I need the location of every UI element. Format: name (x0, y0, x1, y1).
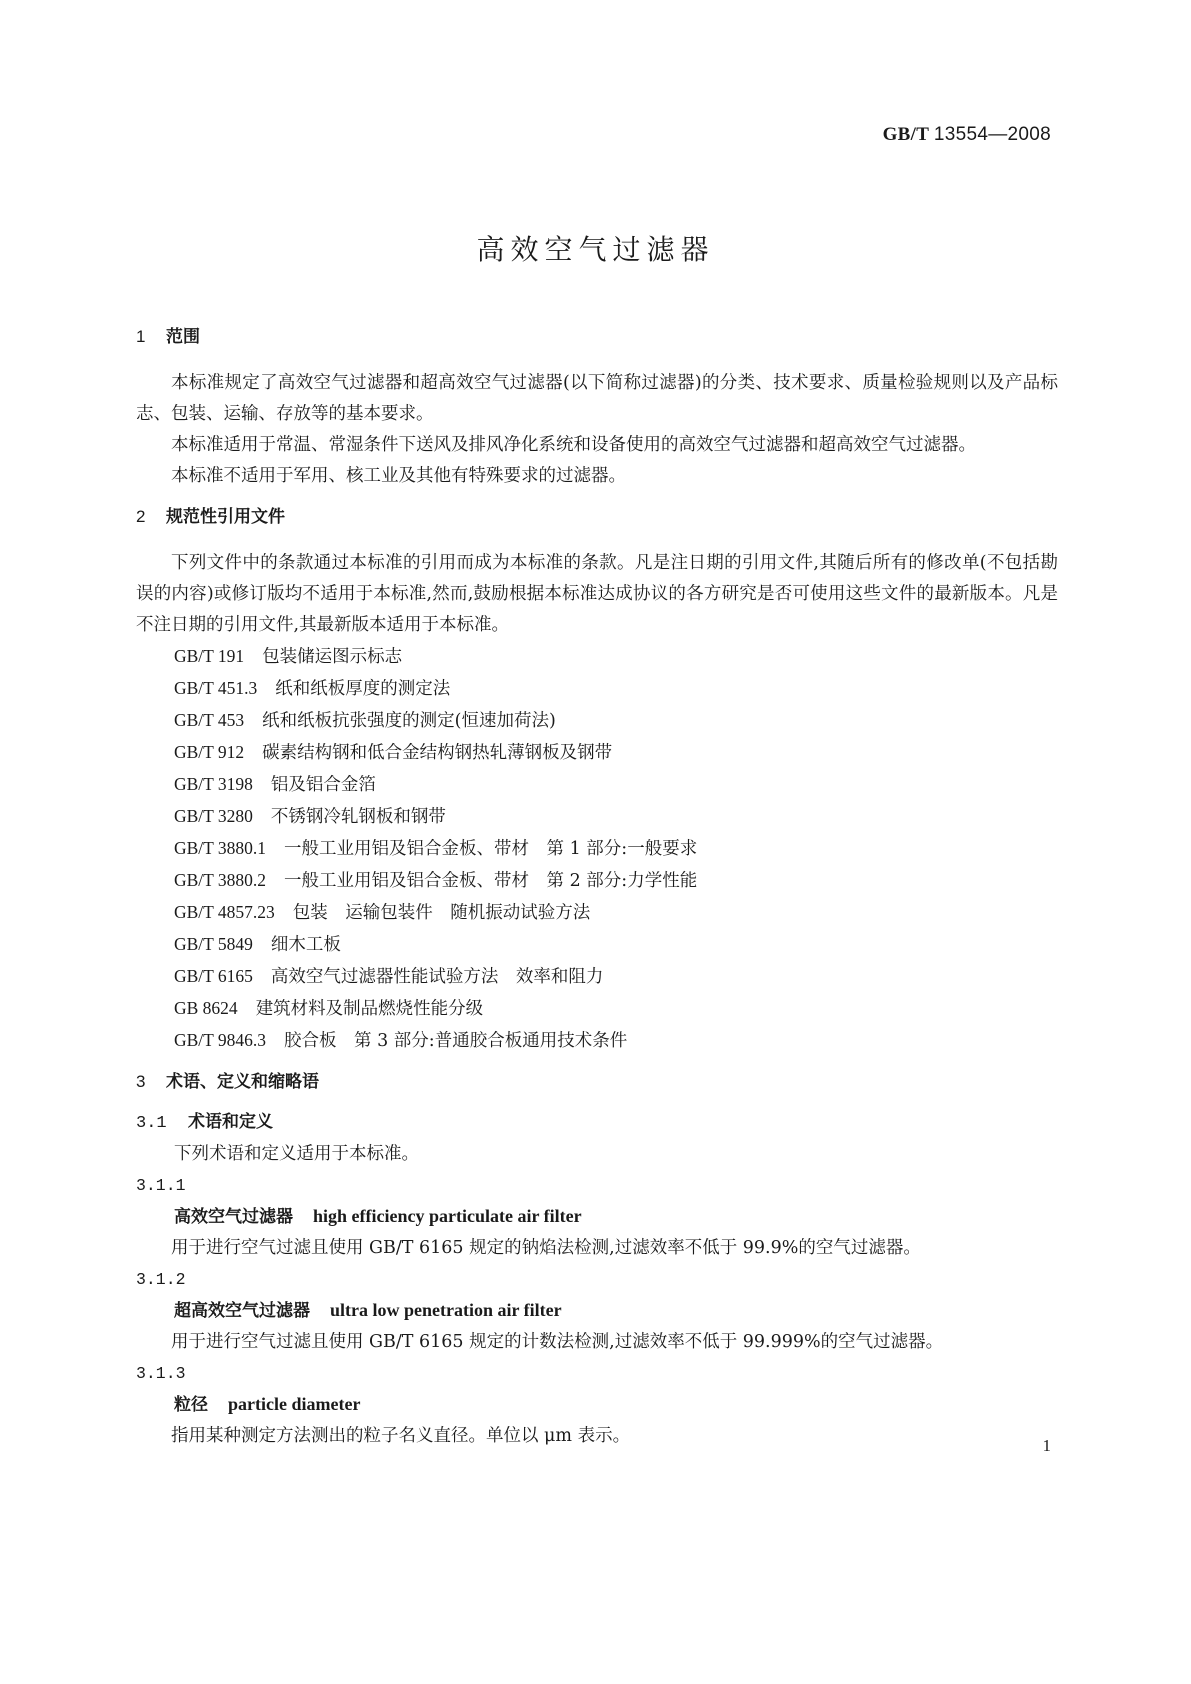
reference-title: 一般工业用铝及铝合金板、带材 第 1 部分:一般要求 (284, 839, 698, 859)
section-3-heading (136, 1067, 1058, 1097)
term-number: 3.1.2 (136, 1270, 186, 1289)
subsection-title: 术语和定义 (188, 1112, 273, 1132)
reference-item (136, 1025, 1058, 1057)
term-number: 3.1.1 (136, 1176, 186, 1195)
reference-code: GB/T 5849 (174, 934, 253, 954)
reference-code: GB/T 453 (174, 710, 245, 730)
standard-number: 13554—2008 (933, 124, 1051, 145)
reference-code: GB 8624 (174, 998, 238, 1018)
reference-item (136, 961, 1058, 993)
reference-code: GB/T 3880.2 (174, 870, 267, 890)
reference-item (136, 993, 1058, 1025)
reference-title: 碳素结构钢和低合金结构钢热轧薄钢板及钢带 (262, 743, 613, 763)
normative-reference-list (136, 641, 1058, 1057)
reference-title: 细木工板 (270, 935, 341, 955)
term-number: 3.1.3 (136, 1364, 186, 1383)
reference-code: GB/T 6165 (174, 966, 253, 986)
reference-title: 纸和纸板厚度的测定法 (275, 679, 451, 699)
reference-title: 一般工业用铝及铝合金板、带材 第 2 部分:力学性能 (284, 871, 698, 891)
paragraph: 本标准规定了高效空气过滤器和超高效空气过滤器(以下简称过滤器)的分类、技术要求、质量检验规则以及产品标志、包装、运输、存放等的基本要求。 (136, 373, 1058, 424)
section-2-heading (136, 502, 1058, 532)
reference-code: GB/T 191 (174, 646, 245, 666)
section-number: 2 (136, 507, 146, 526)
reference-item (136, 833, 1058, 865)
reference-code: GB/T 912 (174, 742, 245, 762)
subsection-3-1-heading (136, 1107, 1058, 1139)
term-zh: 粒径 (174, 1395, 208, 1415)
reference-item (136, 769, 1058, 801)
reference-title: 胶合板 第 3 部分:普通胶合板通用技术条件 (284, 1031, 628, 1051)
reference-code: GB/T 4857.23 (174, 902, 275, 922)
section-title: 范围 (166, 327, 200, 347)
paragraph: 下列文件中的条款通过本标准的引用而成为本标准的条款。凡是注日期的引用文件,其随后所有的修改单(不包括勘误的内容)或修订版均不适用于本标准,然而,鼓励根据本标准达成协议的各方研究是否可使用这些文件的最新版本。凡是不注日期的引用文件,其最新版本适用于本标准。 (136, 553, 1058, 635)
reference-title: 铝及铝合金箔 (270, 775, 376, 795)
standard-prefix: GB/T (882, 124, 929, 145)
reference-item (136, 705, 1058, 737)
term-en: ultra low penetration air filter (330, 1300, 562, 1320)
term-en: high efficiency particulate air filter (313, 1206, 582, 1226)
section-title: 规范性引用文件 (166, 507, 285, 527)
document-body (136, 322, 1058, 1452)
document-title: 高效空气过滤器 (476, 233, 715, 266)
reference-item (136, 897, 1058, 929)
reference-title: 包装 运输包装件 随机振动试验方法 (292, 903, 591, 923)
page-number: 1 (1042, 1436, 1051, 1455)
paragraph: 本标准不适用于军用、核工业及其他有特殊要求的过滤器。 (171, 466, 626, 486)
reference-item (136, 929, 1058, 961)
section-number: 3 (136, 1072, 146, 1091)
standard-code (883, 124, 1051, 146)
paragraph: 本标准适用于常温、常湿条件下送风及排风净化系统和设备使用的高效空气过滤器和超高效空气过滤器。 (171, 435, 976, 455)
reference-code: GB/T 3280 (174, 806, 253, 826)
reference-item (136, 641, 1058, 673)
reference-code: GB/T 9846.3 (174, 1030, 267, 1050)
term-zh: 高效空气过滤器 (174, 1207, 293, 1227)
reference-title: 包装储运图示标志 (262, 647, 403, 667)
term-definition: 用于进行空气过滤且使用 GB/T 6165 规定的钠焰法检测,过滤效率不低于 99.9%的空气过滤器。 (171, 1238, 921, 1258)
subsection-number: 3.1 (136, 1114, 167, 1133)
term-definition: 用于进行空气过滤且使用 GB/T 6165 规定的计数法检测,过滤效率不低于 99.999%的空气过滤器。 (171, 1332, 944, 1352)
term-entry (136, 1201, 1058, 1233)
reference-code: GB/T 3198 (174, 774, 253, 794)
section-number: 1 (136, 327, 146, 346)
reference-code: GB/T 3880.1 (174, 838, 267, 858)
reference-item (136, 737, 1058, 769)
reference-item (136, 673, 1058, 705)
term-zh: 超高效空气过滤器 (174, 1301, 310, 1321)
term-entry (136, 1389, 1058, 1421)
reference-title: 建筑材料及制品燃烧性能分级 (255, 999, 484, 1019)
reference-item (136, 801, 1058, 833)
term-en: particle diameter (228, 1394, 361, 1414)
reference-title: 纸和纸板抗张强度的测定(恒速加荷法) (262, 711, 556, 731)
reference-item (136, 865, 1058, 897)
section-title: 术语、定义和缩略语 (166, 1072, 319, 1092)
subsection-intro: 下列术语和定义适用于本标准。 (174, 1144, 419, 1164)
section-1-heading (136, 322, 1058, 352)
term-entry (136, 1295, 1058, 1327)
reference-title: 不锈钢冷轧钢板和钢带 (270, 807, 446, 827)
reference-title: 高效空气过滤器性能试验方法 效率和阻力 (270, 967, 604, 987)
reference-code: GB/T 451.3 (174, 678, 258, 698)
term-definition: 指用某种测定方法测出的粒子名义直径。单位以 μm 表示。 (171, 1426, 631, 1446)
